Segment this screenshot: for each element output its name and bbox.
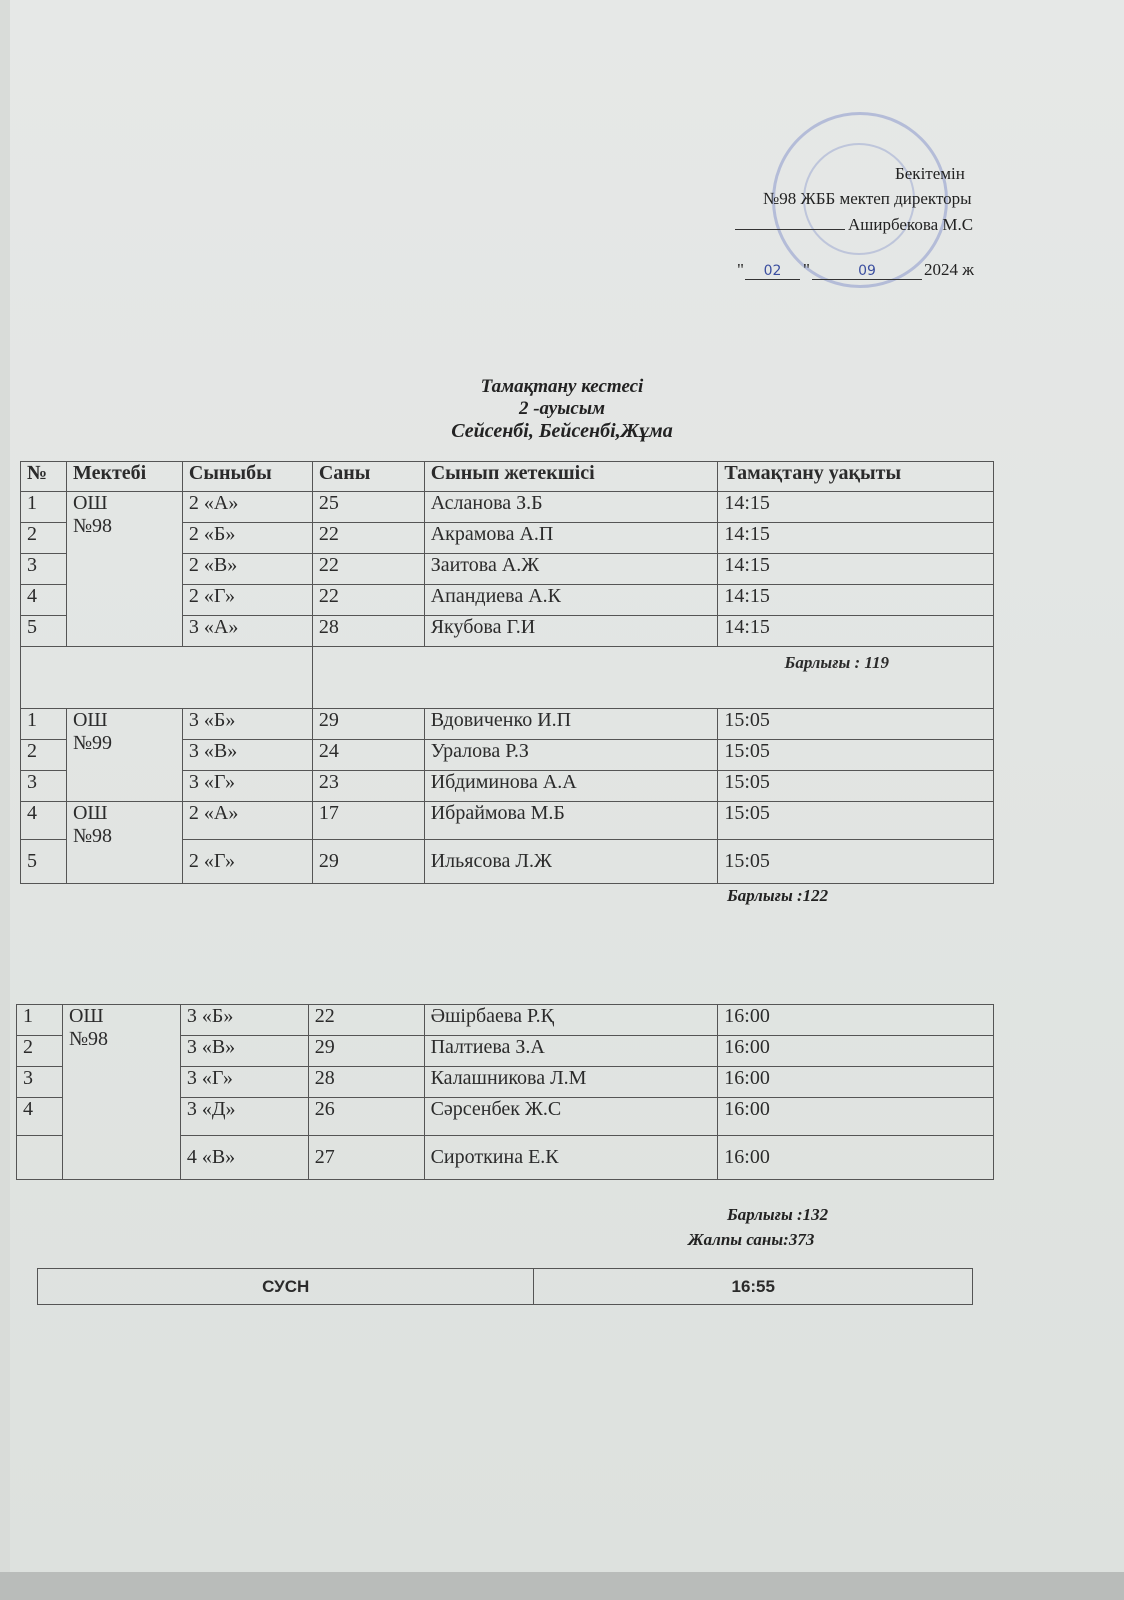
school-label: ОШ [72, 709, 108, 731]
school-label: ОШ [68, 1005, 104, 1027]
date-close-quote: " [803, 260, 810, 279]
count-cell: 22 [308, 1005, 424, 1036]
count-cell: 22 [312, 554, 424, 585]
class-cell: 3 «Г» [182, 771, 312, 802]
school-number: №98 [68, 1028, 109, 1050]
footer-time: 16:55 [534, 1269, 973, 1305]
table-header-row [21, 462, 994, 492]
class-cell: 3 «Д» [180, 1098, 308, 1136]
time-cell: 14:15 [718, 523, 994, 554]
days-subtitle: Сейсенбі, Бейсенбі,Жұма [451, 420, 673, 442]
table-row [21, 492, 994, 523]
time-cell: 16:00 [718, 1098, 994, 1136]
class-cell: 2 «А» [182, 492, 312, 523]
director-signature-line [735, 215, 845, 235]
subtotal-group-3: Барлығы :132 [727, 1205, 829, 1224]
table-row [17, 1005, 994, 1036]
time-cell: 15:05 [718, 840, 994, 884]
subtotal-group-2: Барлығы :122 [727, 886, 829, 905]
row-number: 4 [21, 802, 67, 840]
count-cell: 23 [312, 771, 424, 802]
time-cell: 16:00 [718, 1067, 994, 1098]
row-number: 1 [21, 709, 67, 740]
school-number: №99 [72, 732, 113, 754]
time-cell: 14:15 [718, 585, 994, 616]
time-cell: 16:00 [718, 1136, 994, 1180]
school-label: ОШ [72, 492, 108, 514]
header-number: № [21, 462, 67, 492]
row-number: 3 [21, 771, 67, 802]
school-cell [62, 1005, 180, 1180]
row-number: 2 [17, 1036, 63, 1067]
school-cell [66, 492, 182, 647]
header-time: Тамақтану уақыты [718, 462, 994, 492]
row-number [17, 1136, 63, 1180]
header-teacher: Сынып жетекшісі [424, 462, 718, 492]
row-number: 4 [17, 1098, 63, 1136]
teacher-cell: Асланова З.Б [424, 492, 718, 523]
row-number: 5 [21, 616, 67, 647]
document-title: Тамақтану кестесі [480, 376, 644, 397]
row-number: 3 [21, 554, 67, 585]
teacher-cell: Ильясова Л.Ж [424, 840, 718, 884]
time-cell: 15:05 [718, 771, 994, 802]
approval-position: №98 ЖББ мектеп директоры [763, 189, 972, 208]
teacher-cell: Сироткина Е.К [424, 1136, 718, 1180]
header-class: Сыныбы [182, 462, 312, 492]
row-number: 1 [17, 1005, 63, 1036]
teacher-cell: Әшірбаева Р.Қ [424, 1005, 718, 1036]
subtotal-group-1: Барлығы : 119 [784, 653, 889, 672]
teacher-cell: Палтиева З.А [424, 1036, 718, 1067]
row-number: 5 [21, 840, 67, 884]
table-row [21, 802, 994, 840]
count-cell: 29 [312, 840, 424, 884]
date-open-quote: " [737, 260, 744, 279]
row-number: 1 [21, 492, 67, 523]
class-cell: 2 «В» [182, 554, 312, 585]
time-cell: 14:15 [718, 492, 994, 523]
header-count: Саны [312, 462, 424, 492]
time-cell: 14:15 [718, 616, 994, 647]
schedule-table-1 [20, 461, 994, 884]
count-cell: 29 [308, 1036, 424, 1067]
time-cell: 15:05 [718, 740, 994, 771]
row-number: 3 [17, 1067, 63, 1098]
row-number: 2 [21, 740, 67, 771]
shift-subtitle: 2 -ауысым [518, 398, 606, 419]
class-cell: 3 «В» [182, 740, 312, 771]
count-cell: 26 [308, 1098, 424, 1136]
school-cell [66, 802, 182, 884]
count-cell: 27 [308, 1136, 424, 1180]
approval-heading: Бекітемін [895, 164, 965, 183]
time-cell: 16:00 [718, 1005, 994, 1036]
subtotal-cell [312, 647, 993, 709]
background-surface [0, 1572, 1124, 1600]
row-number: 4 [21, 585, 67, 616]
row-number: 2 [21, 523, 67, 554]
subtotal-blank [21, 647, 313, 709]
class-cell: 4 «В» [180, 1136, 308, 1180]
school-number: №98 [72, 825, 113, 847]
time-cell: 14:15 [718, 554, 994, 585]
count-cell: 17 [312, 802, 424, 840]
footer-table [37, 1268, 973, 1305]
teacher-cell: Апандиева А.К [424, 585, 718, 616]
class-cell: 2 «Б» [182, 523, 312, 554]
footer-label: СУСН [38, 1269, 534, 1305]
teacher-cell: Акрамова А.П [424, 523, 718, 554]
class-cell: 3 «В» [180, 1036, 308, 1067]
class-cell: 2 «А» [182, 802, 312, 840]
time-cell: 15:05 [718, 709, 994, 740]
class-cell: 3 «А» [182, 616, 312, 647]
school-number: №98 [72, 515, 113, 537]
time-cell: 15:05 [718, 802, 994, 840]
teacher-cell: Калашникова Л.М [424, 1067, 718, 1098]
header-school: Мектебі [66, 462, 182, 492]
count-cell: 24 [312, 740, 424, 771]
subtotal-row [21, 647, 994, 709]
date-year: 2024 ж [924, 260, 974, 279]
class-cell: 2 «Г» [182, 840, 312, 884]
teacher-cell: Заитова А.Ж [424, 554, 718, 585]
class-cell: 3 «Б» [182, 709, 312, 740]
footer-row [38, 1269, 973, 1305]
class-cell: 2 «Г» [182, 585, 312, 616]
count-cell: 22 [312, 585, 424, 616]
teacher-cell: Ибдиминова А.А [424, 771, 718, 802]
count-cell: 29 [312, 709, 424, 740]
date-month-field [812, 260, 922, 280]
date-day-field [745, 260, 800, 280]
teacher-cell: Уралова Р.З [424, 740, 718, 771]
school-cell [66, 709, 182, 802]
schedule-table-2 [16, 1004, 994, 1180]
table-row [21, 709, 994, 740]
school-label: ОШ [72, 802, 108, 824]
date-month: 09 [812, 263, 922, 280]
director-name: Аширбекова М.С [848, 215, 974, 234]
count-cell: 22 [312, 523, 424, 554]
grand-total: Жалпы саны:373 [688, 1230, 815, 1249]
count-cell: 25 [312, 492, 424, 523]
count-cell: 28 [308, 1067, 424, 1098]
teacher-cell: Ибраймова М.Б [424, 802, 718, 840]
class-cell: 3 «Б» [180, 1005, 308, 1036]
teacher-cell: Сәрсенбек Ж.С [424, 1098, 718, 1136]
signature-icon [735, 229, 845, 230]
date-day: 02 [745, 263, 800, 280]
count-cell: 28 [312, 616, 424, 647]
teacher-cell: Вдовиченко И.П [424, 709, 718, 740]
teacher-cell: Якубова Г.И [424, 616, 718, 647]
time-cell: 16:00 [718, 1036, 994, 1067]
class-cell: 3 «Г» [180, 1067, 308, 1098]
